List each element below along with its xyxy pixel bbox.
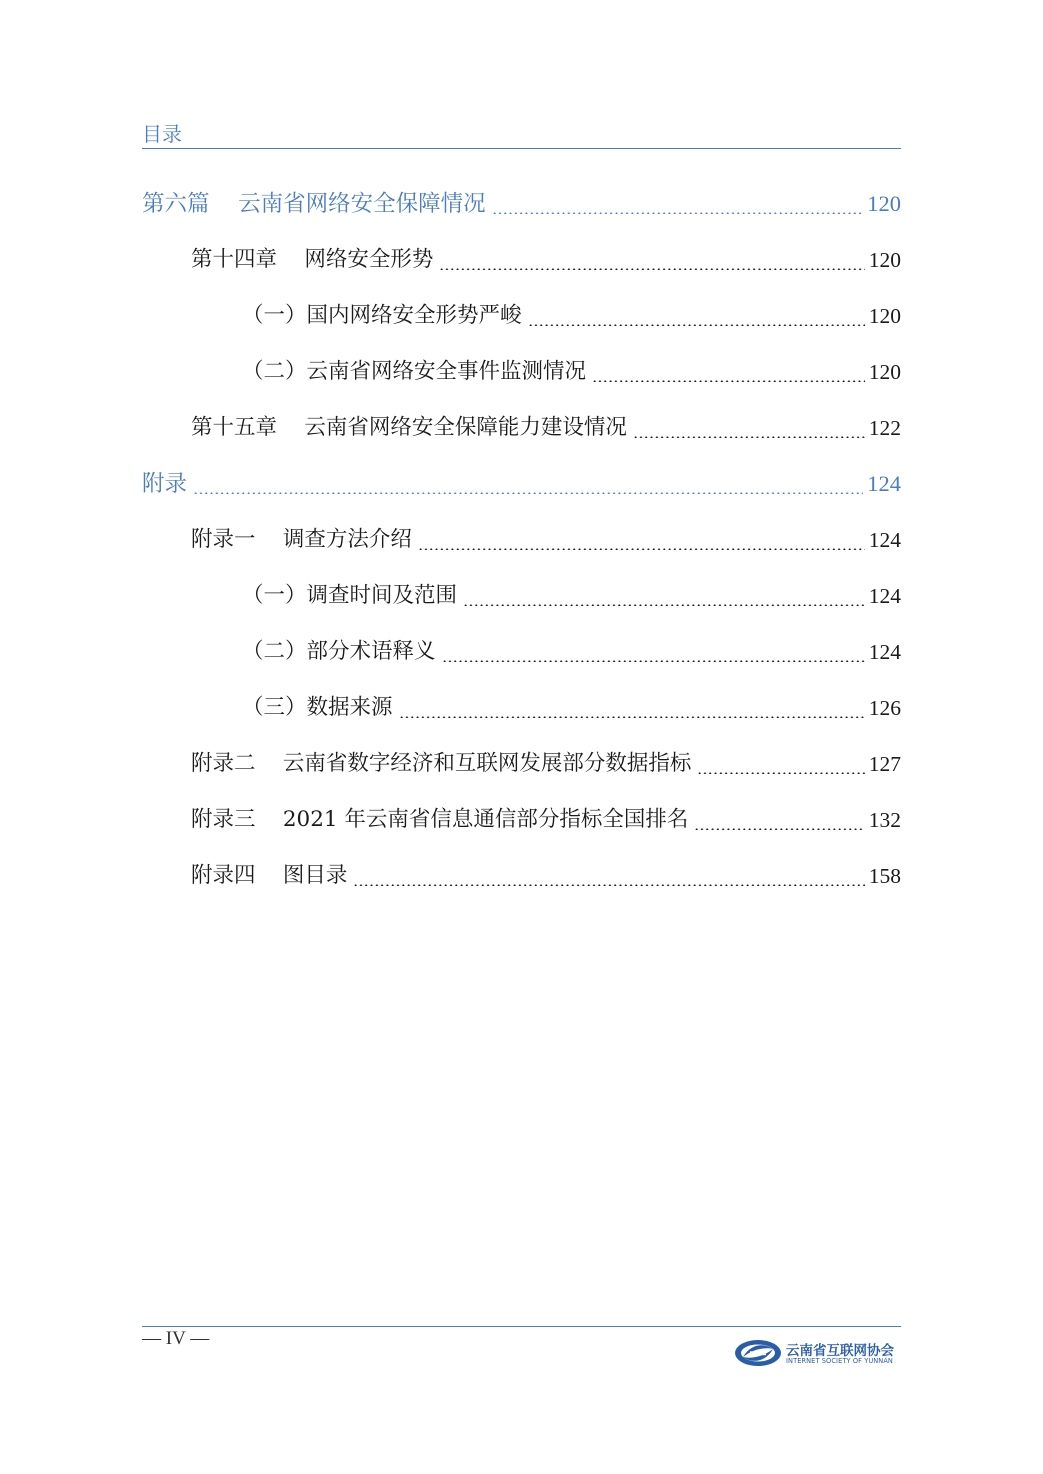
toc-entry-title: 图目录	[282, 863, 348, 888]
toc-entry-page: 132	[868, 808, 901, 832]
toc-dot-leader	[697, 772, 864, 774]
toc-entry-number: （一）	[242, 583, 307, 608]
toc-entry-chapter-15[interactable]	[142, 404, 901, 452]
toc-entry-number: 附录二	[191, 751, 283, 776]
toc-entry-appendix-1-1[interactable]	[142, 572, 901, 620]
toc-entry-title: 部分术语释义	[306, 639, 436, 664]
toc-entry-appendix-1-3[interactable]	[142, 684, 901, 732]
toc-entry-appendix-1-2[interactable]	[142, 628, 901, 676]
toc-entry-title: 云南省网络安全保障能力建设情况	[304, 415, 627, 440]
page-header-title: 目录	[142, 122, 182, 146]
footer-page-number: — IV —	[142, 1328, 210, 1349]
toc-entry-number: 第十四章	[191, 247, 305, 272]
toc-entry-appendix-2[interactable]	[142, 740, 901, 788]
toc-entry-chapter-14[interactable]	[142, 236, 901, 284]
toc-entry-page: 120	[867, 191, 901, 216]
toc-entry-number: 附录三	[191, 807, 283, 832]
toc-entry-page: 126	[868, 696, 901, 720]
toc-entry-title: 附录	[142, 471, 188, 497]
toc-entry-title: 调查时间及范围	[306, 583, 458, 608]
internet-society-yunnan-logo-icon	[734, 1338, 782, 1368]
footer-logo	[734, 1338, 902, 1368]
toc-entry-number: （二）	[242, 639, 307, 664]
toc-entry-page: 158	[868, 864, 901, 888]
toc-entry-title: 调查方法介绍	[282, 527, 412, 552]
toc-entry-appendix-3[interactable]	[142, 796, 901, 844]
header-divider	[142, 148, 901, 149]
toc-dot-leader	[694, 828, 864, 830]
toc-dot-leader	[592, 380, 865, 382]
toc-entry-page: 124	[867, 471, 901, 496]
toc-entry-number: 第十五章	[191, 415, 305, 440]
toc-entry-number: 附录一	[191, 527, 283, 552]
toc-entry-part-6[interactable]	[142, 180, 901, 228]
toc-entry-title: 云南省网络安全保障情况	[238, 191, 486, 217]
toc-dot-leader	[439, 268, 864, 270]
toc-entry-section-14-1[interactable]	[142, 292, 901, 340]
toc-entry-title: 云南省网络安全事件监测情况	[306, 359, 587, 384]
toc-entry-number: 附录四	[191, 863, 283, 888]
toc-entry-number: 第六篇	[142, 191, 239, 217]
toc-entry-title: 2021 年云南省信息通信部分指标全国排名	[282, 807, 689, 832]
logo-chinese-name: 云南省互联网协会	[786, 1343, 894, 1359]
toc-entry-appendix-1[interactable]	[142, 516, 901, 564]
toc-entry-page: 124	[868, 584, 901, 608]
logo-english-name: INTERNET SOCIETY OF YUNNAN	[786, 1357, 893, 1365]
toc-entry-number: （三）	[242, 695, 307, 720]
toc-entry-title: 网络安全形势	[304, 247, 434, 272]
toc-dot-leader	[193, 492, 863, 494]
toc-entry-page: 127	[868, 752, 901, 776]
toc-dot-leader	[633, 436, 865, 438]
toc-entry-page: 120	[868, 360, 901, 384]
toc-entry-page: 120	[868, 248, 901, 272]
toc-entry-number: （一）	[242, 303, 307, 328]
toc-dot-leader	[399, 716, 865, 718]
toc-entry-page: 120	[868, 304, 901, 328]
toc-entry-title: 数据来源	[306, 695, 393, 720]
toc-entry-title: 云南省数字经济和互联网发展部分数据指标	[282, 751, 692, 776]
toc-dot-leader	[418, 548, 865, 550]
toc-dot-leader	[353, 884, 864, 886]
toc-entry-appendix[interactable]	[142, 460, 901, 508]
toc-entry-page: 124	[868, 640, 901, 664]
toc-entry-appendix-4[interactable]	[142, 852, 901, 900]
toc-entry-section-14-2[interactable]	[142, 348, 901, 396]
toc-entry-page: 122	[868, 416, 901, 440]
toc-dot-leader	[492, 212, 864, 214]
toc-entry-page: 124	[868, 528, 901, 552]
toc-entry-number: （二）	[242, 359, 307, 384]
footer-divider	[142, 1326, 901, 1327]
toc-dot-leader	[442, 660, 865, 662]
toc-dot-leader	[528, 324, 865, 326]
toc-entry-title: 国内网络安全形势严峻	[306, 303, 522, 328]
toc-dot-leader	[463, 604, 865, 606]
